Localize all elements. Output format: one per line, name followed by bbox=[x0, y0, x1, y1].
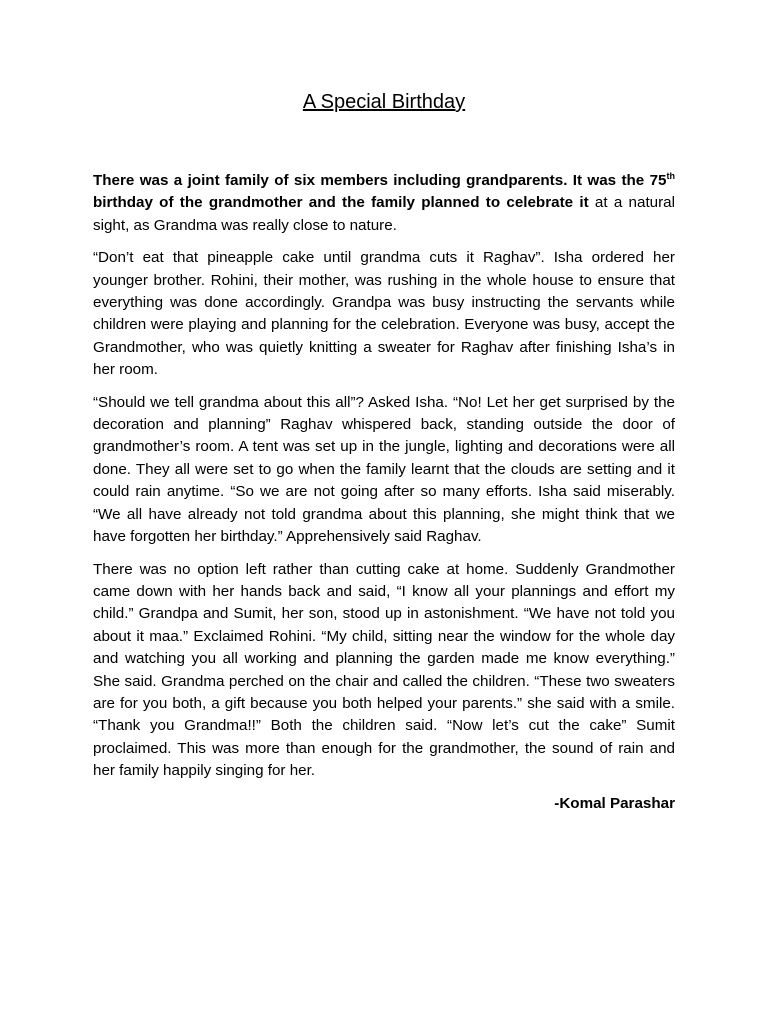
story-paragraph-1: “Don’t eat that pineapple cake until grandma cuts it Raghav”. Isha ordered her younger brother. Rohini, their mother, was rushing in the whole house to ensure that everything was done accordingly. Grandpa was busy instructing the servants while children were playing and planning for the celebration. Everyone was busy, accept the Grandmother, who was quietly knitting a sweater for Raghav after finishing Isha’s in her room. bbox=[93, 249, 675, 379]
intro-superscript: th bbox=[666, 170, 675, 181]
story-paragraph-3: There was no option left rather than cutting cake at home. Suddenly Grandmother came down with her hands back and said, “I know all your plannings and effort my child.” Grandpa and Sumit, her son, stood up in astonishment. “We have not told you about it maa.” Exclaimed Rohini. “My child, sitting near the window for the whole day and watching you all working and planning the garden made me know everything.” She said. Grandma perched on the chair and called the children. “These two sweaters are for you both, a gift because you both helped your parents.” she said with a smile. “Thank you Grandma!!” Both the children said. “Now let’s cut the cake” Sumit proclaimed. This was more than enough for the grandmother, the sound of rain and her family happily singing for her. bbox=[93, 560, 675, 780]
intro-paragraph bbox=[93, 170, 675, 237]
intro-bold-text-2: birthday of the grandmother and the family planned to celebrate it bbox=[93, 194, 589, 212]
story-title: A Special Birthday bbox=[302, 91, 466, 113]
story-paragraph-2: “Should we tell grandma about this all”? Asked Isha. “No! Let her get surprised by the decoration and planning” Raghav whispered back, standing outside the door of grandmother’s room. A tent was set up in the jungle, lighting and decorations were all done. They all were set to go when the family learnt that the clouds are setting and it could rain anytime. “So we are not going after so many efforts. Isha said miserably. “We all have already not told grandma about this planning, she might think that we have forgotten her birthday.” Apprehensively said Raghav. bbox=[93, 393, 675, 546]
intro-bold-text-1: There was a joint family of six members including grandparents. It was the 75 bbox=[93, 172, 667, 189]
document-page bbox=[93, 88, 675, 815]
intro-normal-text: at a natural sight, as Grandma was really close to nature. bbox=[93, 194, 675, 234]
author-signature: -Komal Parashar bbox=[554, 794, 675, 812]
